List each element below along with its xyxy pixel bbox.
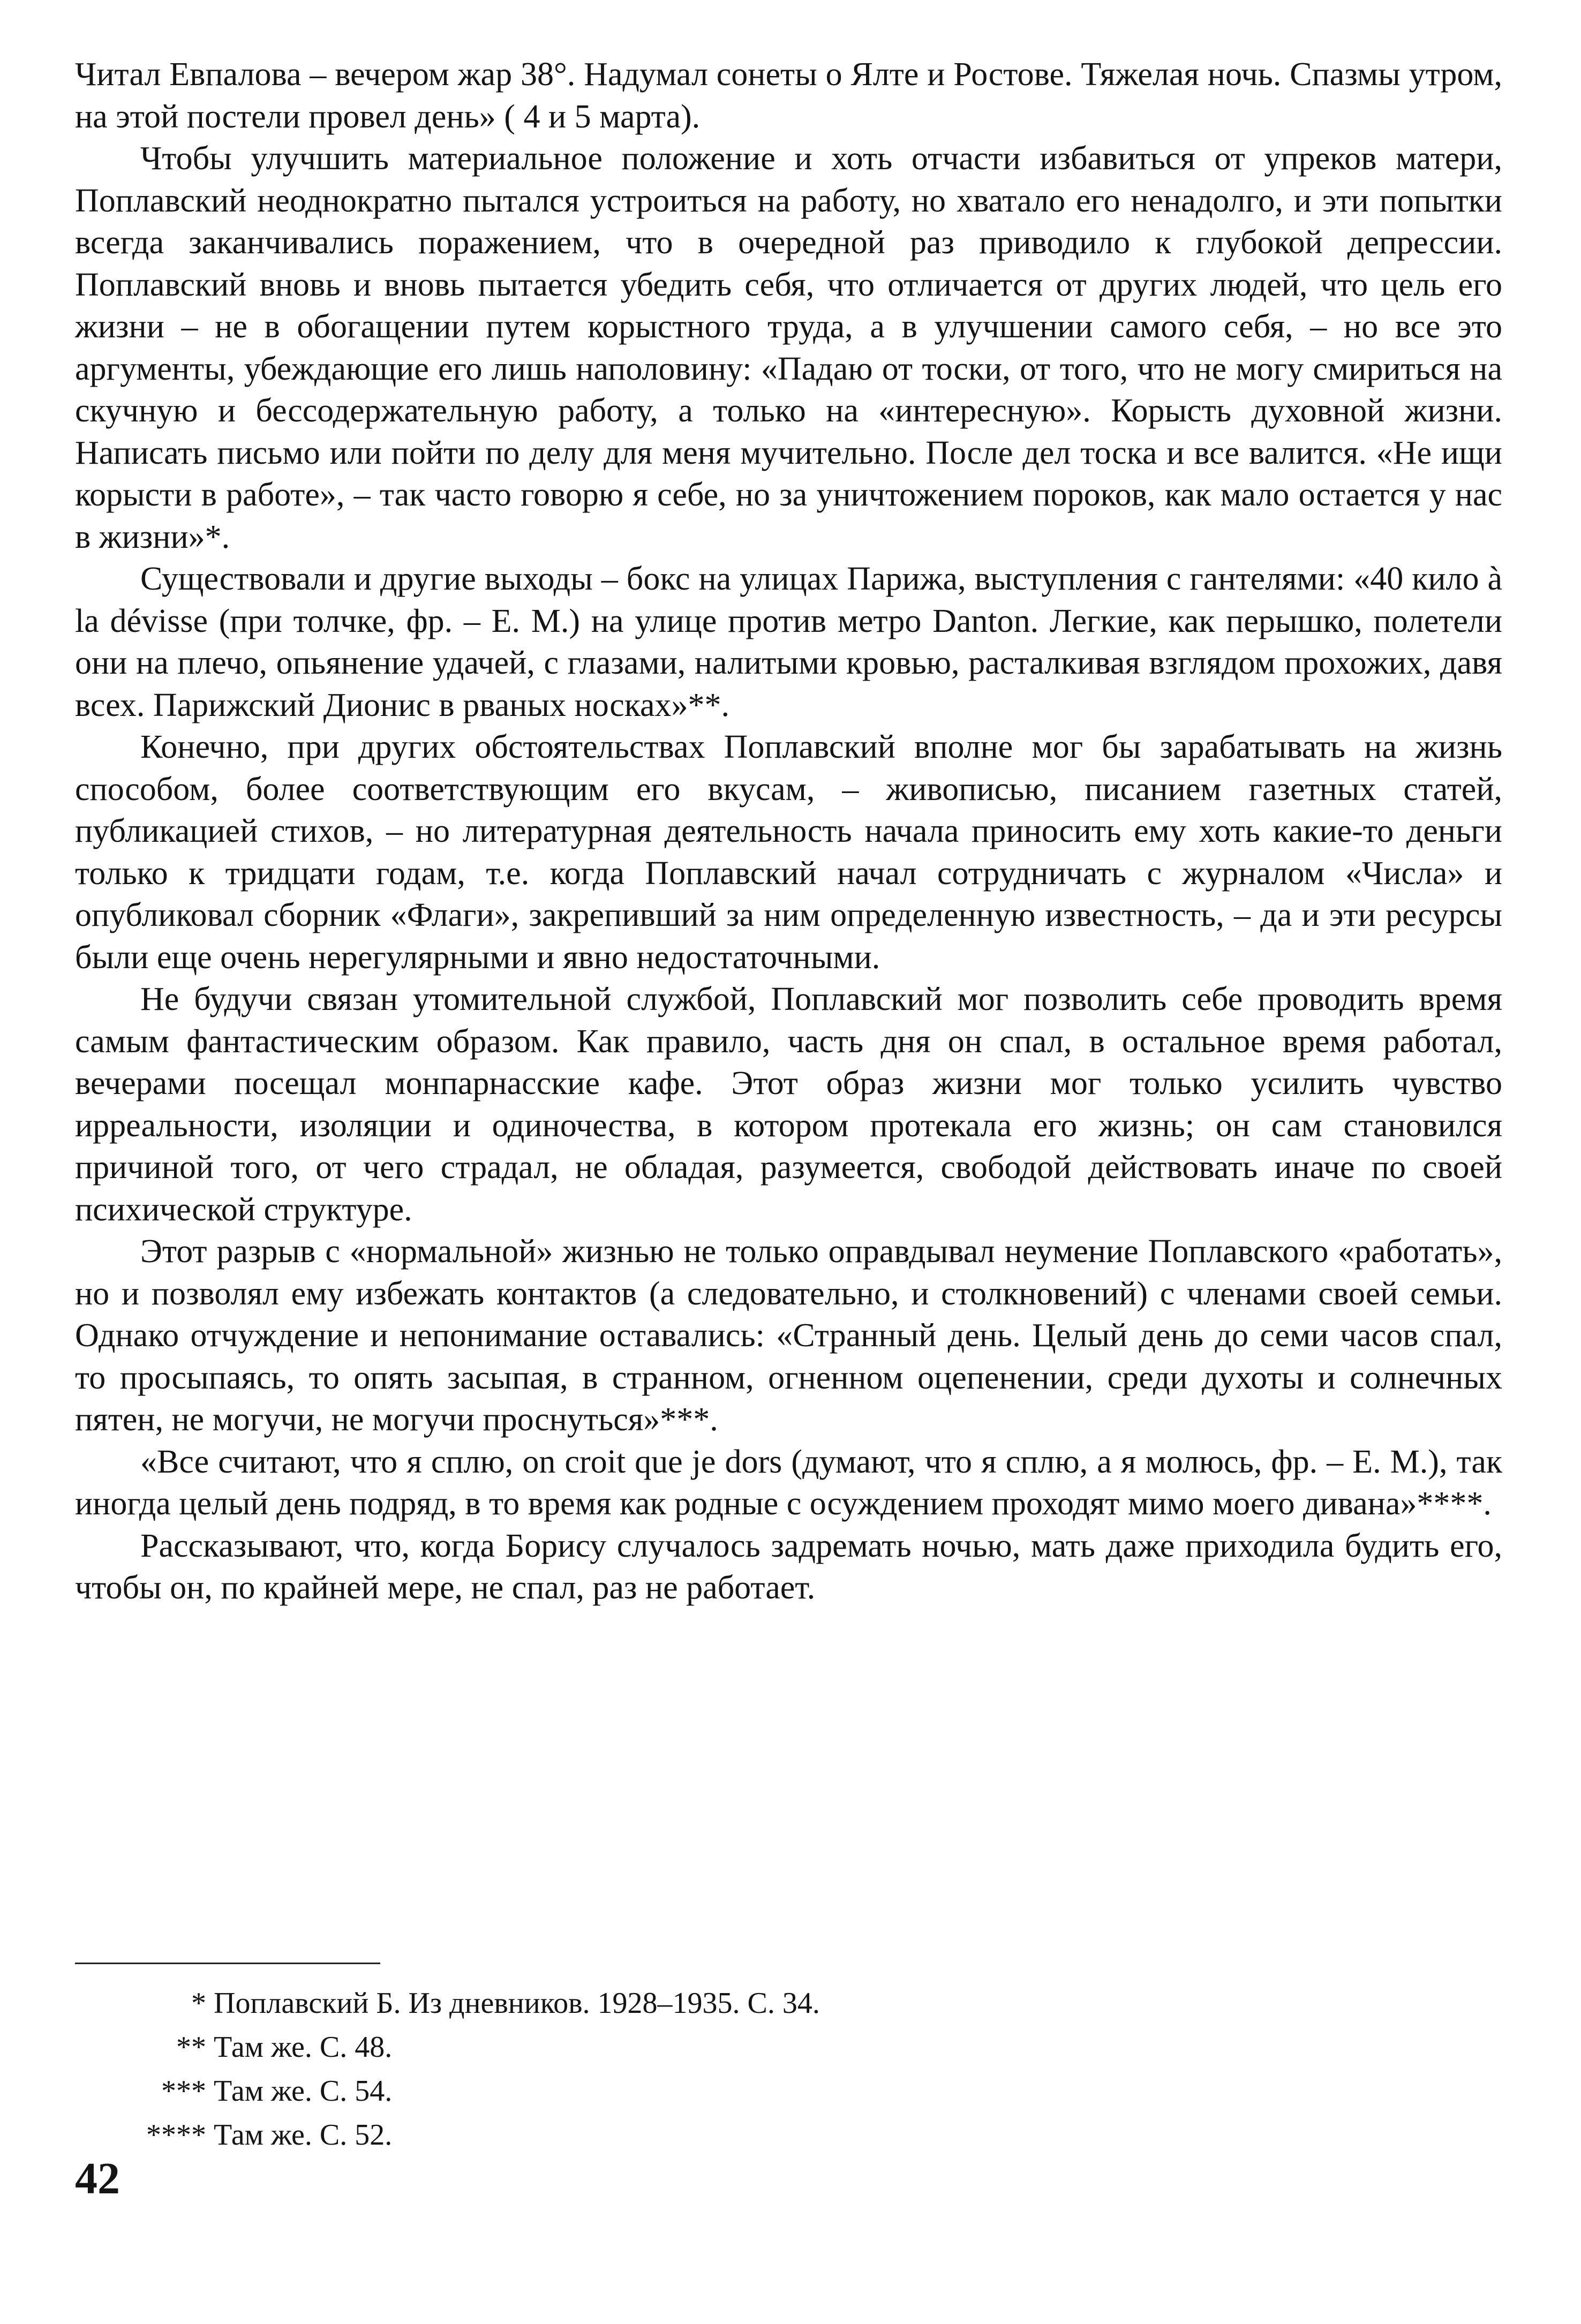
- footnote: [75, 2113, 1146, 2157]
- footnote-text: Там же. С. 54.: [214, 2074, 393, 2108]
- page-number: 42: [75, 2154, 120, 2204]
- paragraph: Существовали и другие выходы – бокс на улицах Парижа, выступления с гантелями: «40 кило à la dévisse (при толчке, фр. – Е. М.) на улице против метро Danton. Легкие, как перышко, полетели они на плечо, опьянение удачей, с глазами, налитыми кровью, расталкивая взглядом прохожих, давя всех. Парижский Дионис в рваных носках»**.: [75, 561, 1502, 723]
- footnote-mark: ***: [161, 2074, 206, 2108]
- footnote-text: Там же. С. 48.: [214, 2031, 393, 2064]
- paragraph: Не будучи связан утомительной службой, Поплавский мог позволить себе проводить время самым фантастическим образом. Как правило, часть дня он спал, в остальное время работал, вечерами посещал монпарнасские кафе. Этот образ жизни мог только усилить чувство ирреальности, изоляции и одиночества, в котором протекала его жизнь; он сам становился причиной того, от чего страдал, не обладая, разумеется, свободой действовать иначе по своей психической структуре.: [75, 981, 1502, 1228]
- paragraph: Чтобы улучшить материальное положение и хоть отчасти избавиться от упреков матери, Поплавский неоднократно пытался устроиться на работу, но хватало его ненадолго, и эти попытки всегда заканчивались поражением, что в очередной раз приводило к глубокой депрессии. Поплавский вновь и вновь пытается убедить себя, что отличается от других людей, что цель его жизни – не в обогащении путем корыстного труда, а в улучшении самого себя, – но все это аргументы, убеждающие его лишь наполовину: «Падаю от тоски, от того, что не могу смириться на скучную и бессодержательную работу, а только на «интересную». Корысть духовной жизни. Написать письмо или пойти по делу для меня мучительно. После дел тоска и все валится. «Не ищи корысти в работе», – так часто говорю я себе, но за уничтожением пороков, как мало остается у нас в жизни»*.: [75, 140, 1502, 555]
- footnotes: [75, 1981, 1146, 2157]
- footnote-mark: ****: [146, 2118, 206, 2152]
- main-text: [75, 54, 1502, 1609]
- footnote: [75, 2025, 1146, 2069]
- footnote: [75, 2069, 1146, 2113]
- footnote-divider: [75, 1963, 380, 1964]
- paragraph: «Все считают, что я сплю, on croit que je dors (думают, что я сплю, а я молюсь, фр. – Е. М.), так иногда целый день подряд, в то время как родные с осуждением проходят мимо моего дивана»****.: [75, 1443, 1502, 1522]
- paragraph: Конечно, при других обстоятельствах Поплавский вполне мог бы зарабатывать на жизнь способом, более соответствующим его вкусам, – живописью, писанием газетных статей, публикацией стихов, – но литературная деятельность начала приносить ему хоть какие-то деньги только к тридцати годам, т.е. когда Поплавский начал сотрудничать с журналом «Числа» и опубликовал сборник «Флаги», закрепивший за ним определенную известность, – да и эти ресурсы были еще очень нерегулярными и явно недостаточными.: [75, 729, 1502, 976]
- footnote-text: Поплавский Б. Из дневников. 1928–1935. С. 34.: [214, 1987, 820, 2020]
- footnote-mark: **: [176, 2031, 206, 2064]
- footnote-mark: *: [191, 1987, 206, 2020]
- paragraph: Этот разрыв с «нормальной» жизнью не только оправдывал неумение Поплавского «работать», но и позволял ему избежать контактов (а следовательно, и столкновений) с членами своей семьи. Однако отчуждение и непонимание оставались: «Странный день. Целый день до семи часов спал, то просыпаясь, то опять засыпая, в странном, огненном оцепенении, среди духоты и солнечных пятен, не могучи, не могучи проснуться»***.: [75, 1233, 1502, 1438]
- paragraph: Рассказывают, что, когда Борису случалось задремать ночью, мать даже приходила будить его, чтобы он, по крайней мере, не спал, раз не работает.: [75, 1527, 1502, 1606]
- footnote-text: Там же. С. 52.: [214, 2118, 393, 2152]
- paragraph: Читал Евпалова – вечером жар 38°. Надумал сонеты о Ялте и Ростове. Тяжелая ночь. Спазмы утром, на этой постели провел день» ( 4 и 5 марта).: [75, 56, 1502, 135]
- footnote: [75, 1981, 1146, 2025]
